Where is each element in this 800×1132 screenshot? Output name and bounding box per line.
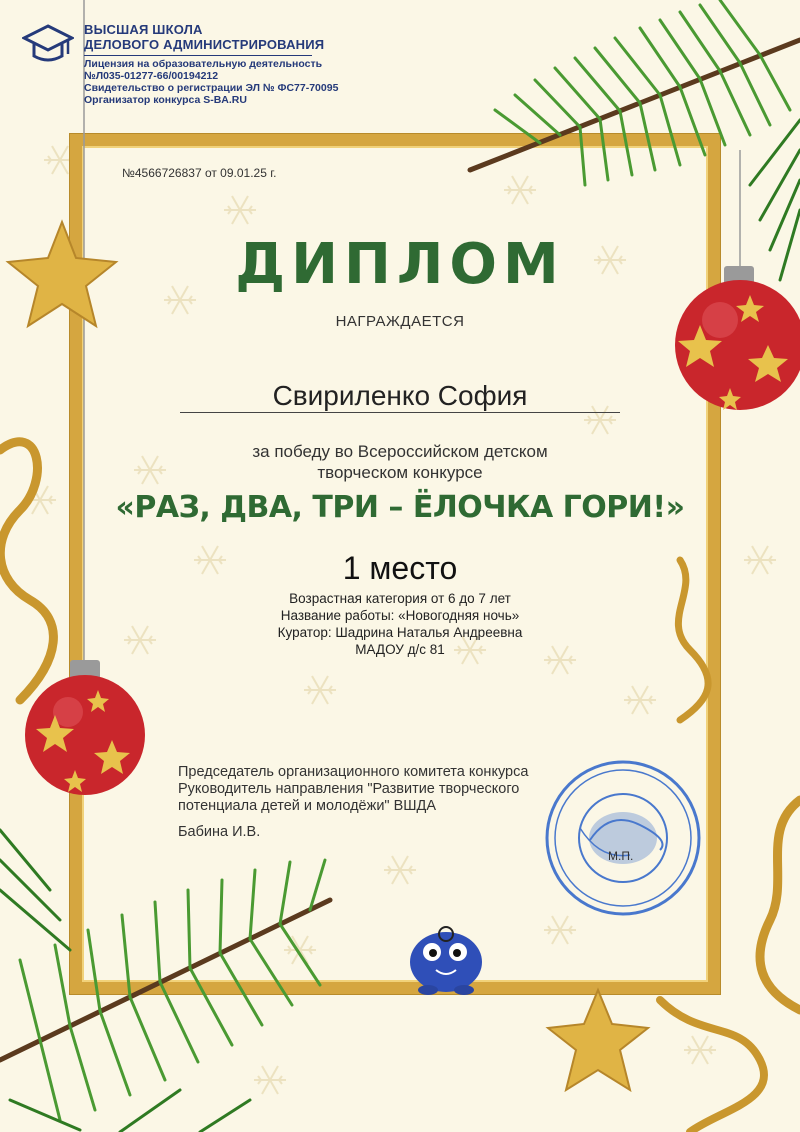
pine-branch [0, 830, 330, 1132]
work-title: Название работы: «Новогодняя ночь» [280, 608, 520, 623]
star-ornament [548, 990, 648, 1090]
awarded-label: НАГРАЖДАЕТСЯ [335, 313, 465, 330]
place-result: 1 место [342, 550, 458, 586]
recipient-name: Свириленко София [272, 380, 528, 411]
recipient-underline [180, 412, 620, 413]
official-stamp [547, 762, 699, 914]
curator: Куратор: Шадрина Наталья Андреевна [277, 625, 523, 640]
stamp-place-mark: М.П. [608, 849, 634, 863]
christmas-ball-ornament [25, 660, 145, 795]
org-name-line2: ДЕЛОВОГО АДМИНИСТРИРОВАНИЯ [84, 37, 325, 52]
institution: МАДОУ д/с 81 [355, 642, 445, 657]
certificate-number: №4566726837 от 09.01.25 г. [122, 166, 277, 180]
committee-signature-block [178, 764, 528, 815]
org-divider [84, 55, 312, 56]
contest-name: «РАЗ, ДВА, ТРИ – ЁЛОЧКА ГОРИ!» [115, 490, 685, 525]
award-reason [0, 441, 800, 483]
org-name-line1: ВЫСШАЯ ШКОЛА [84, 22, 203, 37]
committee-line2: Руководитель направления "Развитие творческого [178, 781, 520, 797]
committee-line1: Председатель организационного комитета конкурса [178, 764, 529, 780]
work-details [0, 590, 800, 658]
award-reason-line1: за победу во Всероссийском детском [252, 442, 548, 461]
org-license-number: №Л035-01277-66/00194212 [84, 70, 219, 82]
org-organizer: Организатор конкурса S-BA.RU [84, 94, 247, 106]
blue-mascot [410, 927, 482, 995]
organization-header [84, 22, 338, 106]
age-category: Возрастная категория от 6 до 7 лет [289, 591, 511, 606]
org-registration: Свидетельство о регистрации ЭЛ № ФС77-70095 [84, 82, 339, 94]
graduation-cap-icon [22, 22, 74, 66]
signer-name: Бабина И.В. [178, 824, 261, 840]
committee-line3: потенциала детей и молодёжи" ВШДА [178, 798, 437, 814]
diploma-title: ДИПЛОМ [235, 232, 565, 297]
org-license: Лицензия на образовательную деятельность [84, 58, 323, 70]
award-reason-line2: творческом конкурсе [317, 463, 483, 482]
